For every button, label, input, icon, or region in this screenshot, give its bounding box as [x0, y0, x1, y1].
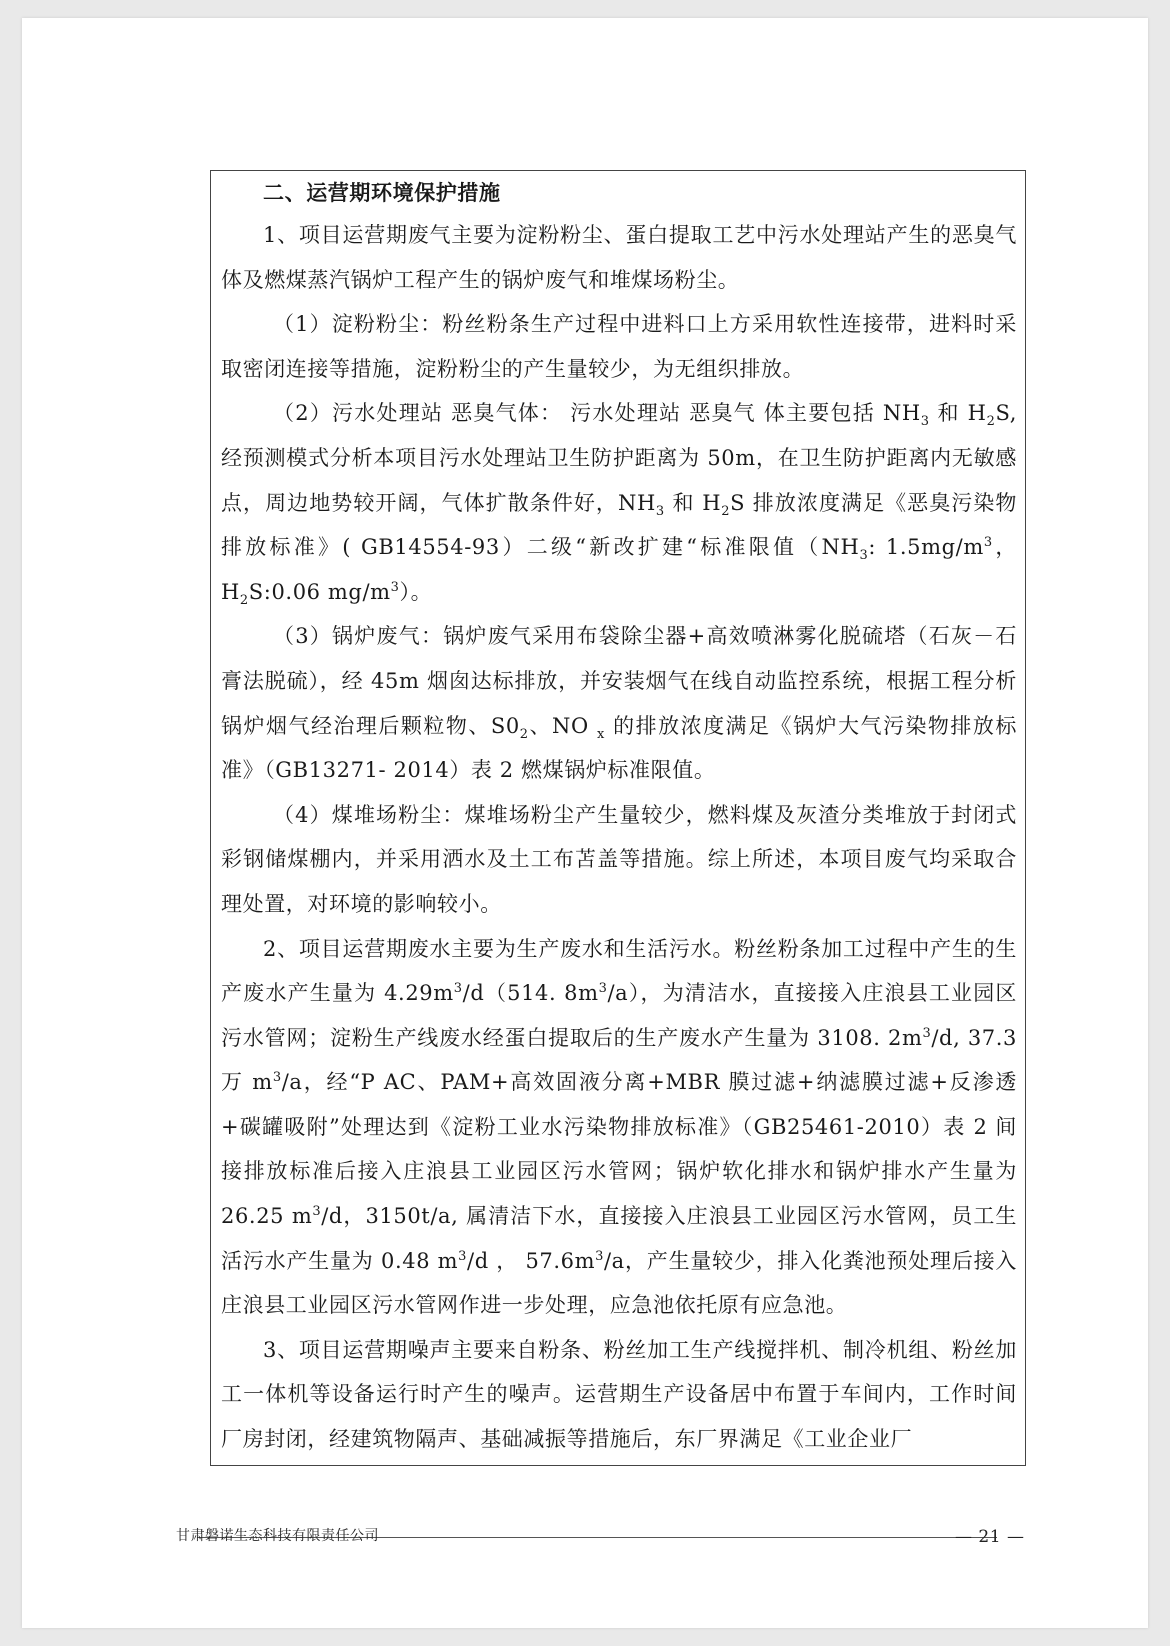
- section-heading: 二、运营期环境保护措施: [263, 180, 501, 205]
- paragraph-coal-dust: （4）煤堆场粉尘：煤堆场粉尘产生量较少，燃料煤及灰渣分类堆放于封闭式彩钢储煤棚内，并采用洒水及土工布苫盖等措施。综上所述，本项目废气均采取合理处置，对环境的影响较小。: [221, 802, 1017, 916]
- paragraph-wastewater: 2、项目运营期废水主要为生产废水和生活污水。粉丝粉条加工过程中产生的生产废水产生量为 $4.29m^3/d(514$. $8m^3/a$），为清洁水，直接接入庄浪县工业园区污水管网；淀粉生产线废水经蛋白提取后的生产废水产生量为 3108. $2m^3/d$, 37.3 万 $m^3/a$，经“P AC、PAM+高效固液分离+MBR 膜过滤+纳滤膜过滤+反渗透+碳罐吸附”处理达到《淀粉工业水污染物排放标准》（GB25461-2010）表 2 间接排放标准后接入庄浪县工业园区污水管网；锅炉软化排水和锅炉排水产生量为 26.25 $m^3/d$，3150t/a, 属清洁下水，直接接入庄浪县工业园区污水管网，员工生活污水产生量为 0.48 $m^3/d$ ， $57.6m^3/a$，产生量较少，排入化粪池预处理后接入庄浪县工业园区污水管网作进一步处理，应急池依托原有应急池。: [221, 936, 1018, 1318]
- paragraph-boiler-exhaust: （3）锅炉废气：锅炉废气采用布袋除尘器+高效喷淋雾化脱硫塔（石灰－石膏法脱硫），经 45m 烟囱达标排放，并安装烟气在线自动监控系统，根据工程分析锅炉烟气经治理后颗粒物、$S0_2$、NO $_x$ 的排放浓度满足《锅炉大气污染物排放标准》（GB13271- 2014）表 2 燃煤锅炉标准限值。: [221, 624, 1017, 783]
- text-frame: [210, 170, 1026, 1466]
- paragraph-noise: 3、项目运营期噪声主要来自粉条、粉丝加工生产线搅拌机、制冷机组、粉丝加工一体机等设备运行时产生的噪声。运营期生产设备居中布置于车间内，工作时间厂房封闭，经建筑物隔声、基础减振等措施后，东厂界满足《工业企业厂: [221, 1337, 1017, 1452]
- document-page: [22, 18, 1148, 1628]
- paragraph-starch-dust: （1）淀粉粉尘：粉丝粉条生产过程中进料口上方采用软性连接带，进料时采取密闭连接等措施，淀粉粉尘的产生量较少，为无组织排放。: [221, 312, 1017, 381]
- page-number: — 21 —: [955, 1527, 1025, 1547]
- document-content: [221, 175, 1017, 1462]
- paragraph-odor-gas: （2）污水处理站 恶臭气体： 污水处理站 恶臭气 体主要包括 $NH_3$ 和 $H_2S$,经预测模式分析本项目污水处理站卫生防护距离为 50m，在卫生防护距离内无敏感点，周边地势较开阔，气体扩散条件好，$NH_3$ 和 $H_2S$ 排放浓度满足《恶臭污染物排放标准》( GB14554-93）二级“新改扩建“标准限值（$NH_3$: $1.5mg/m^3$，$H_2S:0.06$ $mg/m^3$）。: [221, 401, 1018, 608]
- footer-company: 甘肃磐诺生态科技有限责任公司: [176, 1528, 379, 1544]
- paragraph-exhaust-overview: 1、项目运营期废气主要为淀粉粉尘、蛋白提取工艺中污水处理站产生的恶臭气体及燃煤蒸汽锅炉工程产生的锅炉废气和堆煤场粉尘。: [221, 223, 1017, 292]
